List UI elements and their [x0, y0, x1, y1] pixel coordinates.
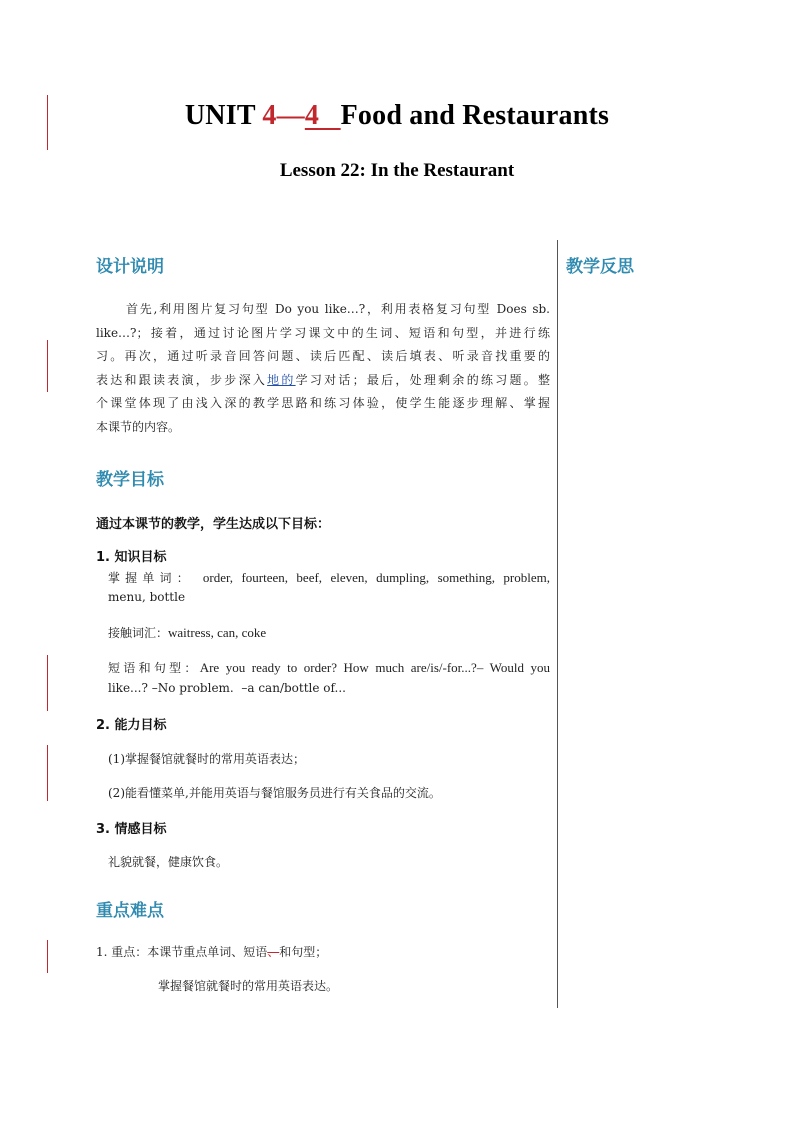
ability-heading: 2. 能力目标 — [96, 718, 167, 733]
reflection-heading: 教学反思 — [566, 257, 634, 277]
revision-bar — [47, 940, 48, 973]
lesson-title: Lesson 22: In the Restaurant — [279, 160, 515, 181]
design-line-2: like…?；接着，通过讨论图片学习课文中的生词、短语和句型，并进行练 — [96, 325, 550, 340]
contact-label: 接触词汇： — [108, 626, 169, 640]
design-line-1: 首先,利用图片复习句型 Do you like…?，利用表格复习句型 Does sb. — [126, 302, 550, 316]
deleted-mark: 、 — [267, 945, 280, 959]
column-divider — [557, 240, 558, 1008]
design-line-4 — [96, 369, 550, 393]
phrases-text-1: Are you ready to order? How much are/is/-for...?– Would you — [199, 660, 550, 675]
unit-prefix: UNIT — [184, 100, 263, 131]
revision-bar — [47, 655, 48, 711]
goals-heading: 教学目标 — [96, 470, 164, 490]
design-line-5: 个课堂体现了由浅入深的教学思路和练习体验，使学生能逐步理解、掌握 — [96, 396, 550, 410]
page-title — [0, 100, 794, 132]
unit-title: Food and Restaurants — [340, 100, 610, 131]
revised-text: 地的 — [267, 372, 296, 387]
design-line-4a: 表达和跟读表演，步步深入 — [96, 372, 268, 387]
design-paragraph — [96, 298, 550, 439]
words-list-2: menu, bottle — [108, 590, 186, 604]
unit-number: 4 — [304, 100, 320, 131]
keypoint-item-1 — [96, 943, 327, 960]
ability-item-1: (1)掌握餐馆就餐时的常用英语表达； — [108, 752, 305, 766]
phrases-text-2: like...? –No problem. –a can/bottle of... — [108, 681, 346, 695]
design-line-6: 本课节的内容。 — [96, 419, 181, 434]
words-line-1 — [108, 568, 550, 588]
goals-intro: 通过本课节的教学，学生达成以下目标： — [96, 517, 331, 532]
keypoints-heading: 重点难点 — [96, 901, 164, 921]
phrases-label: 短语和句型： — [108, 661, 200, 675]
keypoint-item-1-sub: 掌握餐馆就餐时的常用英语表达。 — [158, 979, 339, 993]
ability-item-2: (2)能看懂菜单,并能用英语与餐馆服务员进行有关食品的交流。 — [108, 786, 441, 800]
design-line-3: 习。再次，通过听录音回答问题、读后匹配、读后填表、听录音找重要的 — [96, 349, 550, 363]
emotion-text: 礼貌就餐，健康饮食。 — [108, 855, 229, 869]
design-heading: 设计说明 — [96, 257, 164, 277]
keypoint-item-1c: 和句型； — [279, 945, 328, 959]
unit-number-deleted: 4— — [262, 100, 305, 131]
unit-number-gap — [319, 100, 341, 131]
knowledge-heading: 1. 知识目标 — [96, 550, 167, 565]
phrases-line-1 — [108, 659, 550, 676]
words-list-1: order, fourteen, beef, eleven, dumpling, something, problem, — [202, 570, 550, 585]
emotion-heading: 3. 情感目标 — [96, 822, 167, 837]
contact-words: waitress, can, coke — [168, 625, 267, 640]
words-label: 掌握单词： — [108, 571, 194, 585]
revision-bar — [47, 340, 48, 392]
keypoint-item-1a: 1. 重点：本课节重点单词、短语 — [96, 945, 268, 959]
contact-line — [108, 624, 266, 641]
design-line-4c: 学习对话；最后，处理剩余的练习题。整 — [295, 372, 550, 387]
revision-bar — [47, 745, 48, 801]
